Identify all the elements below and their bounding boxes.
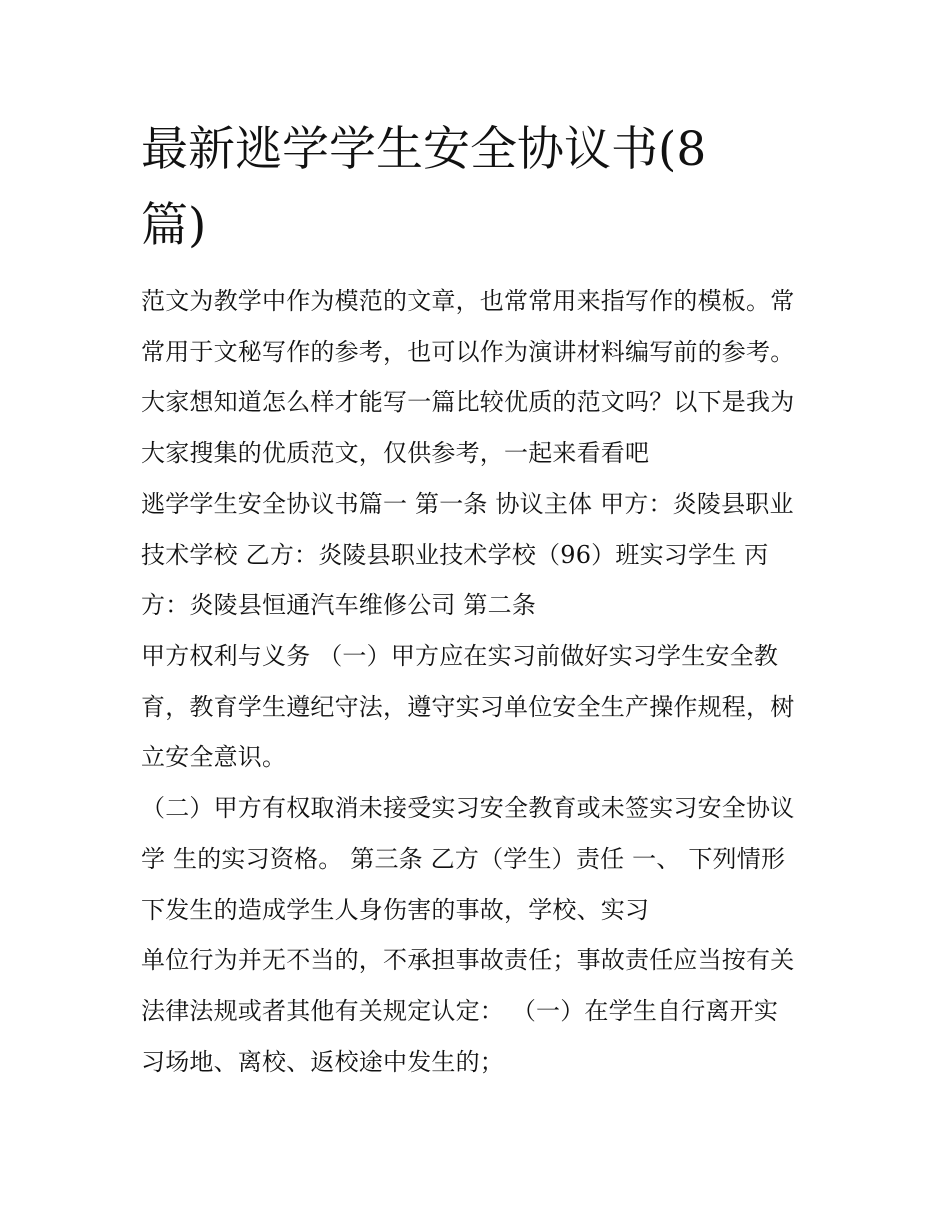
body-line-8: 甲方权利与义务 （一）甲方应在实习前做好实习学生安全教 <box>141 642 779 670</box>
body-line-9: 育，教育学生遵纪守法，遵守实习单位安全生产操作规程，树 <box>141 693 795 721</box>
body-line-3: 大家想知道怎么样才能写一篇比较优质的范文吗？以下是我为 <box>141 388 795 416</box>
body-line-4: 大家搜集的优质范文，仅供参考，一起来看看吧 <box>141 439 650 467</box>
body-line-6: 技术学校 乙方：炎陵县职业技术学校（96）班实习学生 丙 <box>141 541 769 569</box>
body-line-13: 下发生的造成学生人身伤害的事故，学校、实习 <box>141 896 650 924</box>
body-line-7: 方：炎陵县恒通汽车维修公司 第二条 <box>141 591 537 619</box>
document-title <box>141 112 781 264</box>
body-line-11: （二）甲方有权取消未接受实习安全教育或未签实习安全协议 <box>141 794 795 822</box>
body-line-15: 法律法规或者其他有关规定认定： （一）在学生自行离开实 <box>141 997 779 1025</box>
body-line-14: 单位行为并无不当的，不承担事故责任；事故责任应当按有关 <box>141 946 795 974</box>
title-line-1 <box>141 112 781 188</box>
body-line-5: 逃学学生安全协议书篇一 第一条 协议主体 甲方：炎陵县职业 <box>141 490 794 518</box>
body-line-12: 学 生的实习资格。 第三条 乙方（学生）责任 一、 下列情形 <box>141 845 786 873</box>
title-text: 最新逃学学生安全协议书(8 <box>141 122 707 177</box>
body-line-16: 习场地、离校、返校途中发生的； <box>141 1048 504 1076</box>
title-text-continued: 篇) <box>141 198 207 253</box>
title-line-2 <box>141 188 781 264</box>
body-line-10: 立安全意识。 <box>141 743 287 771</box>
body-line-2: 常用于文秘写作的参考，也可以作为演讲材料编写前的参考。 <box>141 338 795 366</box>
body-line-1: 范文为教学中作为模范的文章，也常常用来指写作的模板。常 <box>141 287 795 315</box>
